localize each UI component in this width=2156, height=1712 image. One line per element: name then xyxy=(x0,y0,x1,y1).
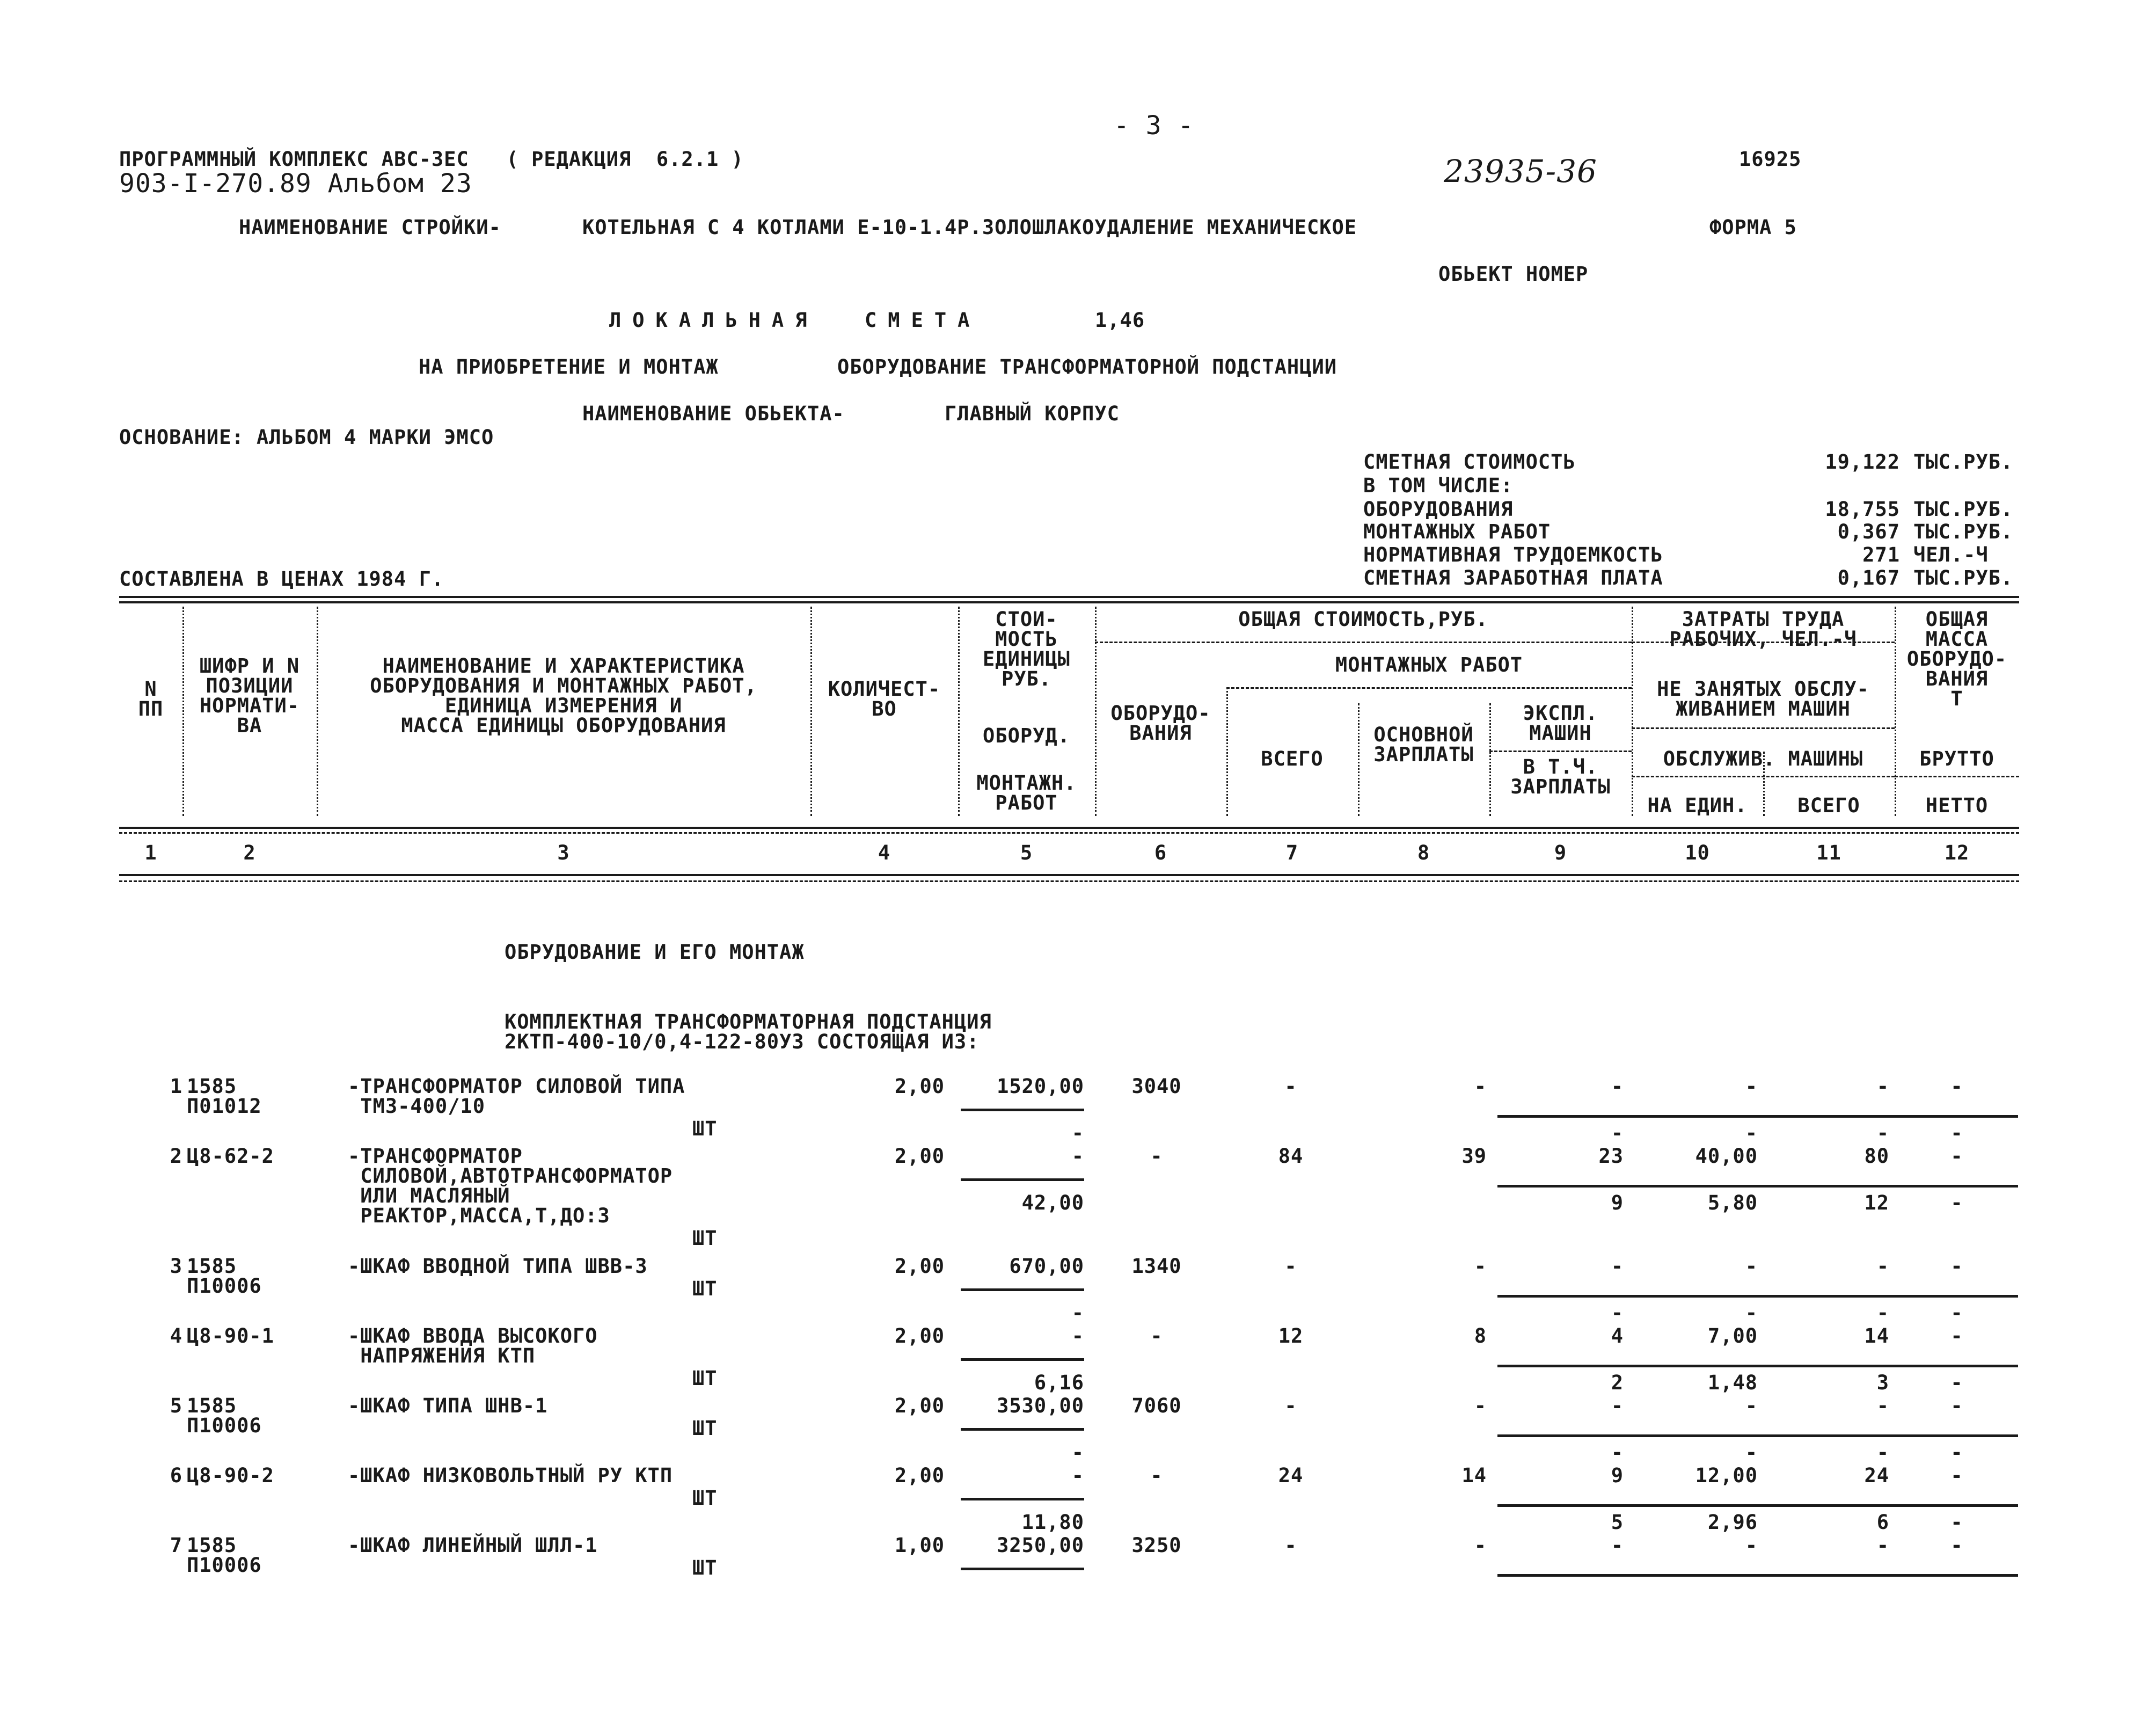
row-machine-cost: 23 xyxy=(1598,1145,1624,1168)
column-number: 11 xyxy=(1816,841,1841,864)
row-quantity: 1,00 xyxy=(894,1534,945,1557)
row-number: 3 xyxy=(170,1255,182,1278)
row-machine-labor-total: - xyxy=(1876,1301,1889,1324)
group-title: КОМПЛЕКТНАЯ ТРАНСФОРМАТОРНАЯ ПОДСТАНЦИЯ 2КТП-400-10/0,4-122-80У3 СОСТОЯЩАЯ ИЗ: xyxy=(505,1010,992,1053)
column-number: 7 xyxy=(1285,841,1299,864)
row-code: Ц8-90-2 xyxy=(187,1464,274,1487)
row-code: 1585 П10006 xyxy=(187,1534,262,1577)
summary-unit: ТЫС.РУБ. xyxy=(1913,450,2014,473)
row-labor-per-unit: 7,00 xyxy=(1707,1324,1758,1347)
row-equipment-cost: 3250 xyxy=(1131,1534,1182,1557)
row-base-wage: 39 xyxy=(1461,1145,1487,1168)
summary-unit: ТЫС.РУБ. xyxy=(1913,498,2014,521)
row-machine-labor-per-unit: 1,48 xyxy=(1707,1371,1758,1394)
row-labor-total: - xyxy=(1876,1075,1889,1098)
header-subrule xyxy=(1489,751,1632,752)
row-number: 5 xyxy=(170,1394,182,1417)
row-mass-gross: - xyxy=(1950,1464,1963,1487)
row-unit: ШТ xyxy=(692,1367,718,1390)
subject-prefix: НА ПРИОБРЕТЕНИЕ И МОНТАЖ xyxy=(419,355,719,378)
row-base-wage: - xyxy=(1474,1394,1487,1417)
row-machine-labor-total: - xyxy=(1876,1121,1889,1145)
labor-subrule xyxy=(1497,1574,2018,1577)
subject: ОБОРУДОВАНИЕ ТРАНСФОРМАТОРНОЙ ПОДСТАНЦИИ xyxy=(837,355,1338,378)
row-machine-labor-per-unit: - xyxy=(1745,1121,1758,1145)
col-header-per-unit: НА ЕДИН. xyxy=(1647,794,1748,817)
row-installation-total: - xyxy=(1284,1075,1297,1098)
summary-unit: ТЫС.РУБ. xyxy=(1913,520,2014,543)
price-subrule xyxy=(961,1428,1084,1431)
header-rule-top xyxy=(119,596,2019,598)
handwritten-number: 23935-36 xyxy=(1444,153,1597,190)
column-number: 2 xyxy=(243,841,256,864)
row-number: 7 xyxy=(170,1534,182,1557)
col-header-labor-not-machine: НЕ ЗАНЯТЫХ ОБСЛУ- ЖИВАНИЕМ МАШИН xyxy=(1657,677,1869,720)
row-machine-labor-total: 3 xyxy=(1876,1371,1889,1394)
row-machine-labor-total: - xyxy=(1876,1441,1889,1464)
summary-label: СМЕТНАЯ ЗАРАБОТНАЯ ПЛАТА xyxy=(1363,566,1663,589)
column-number: 6 xyxy=(1154,841,1167,864)
row-mass-gross: - xyxy=(1950,1075,1963,1098)
row-machine-wage: - xyxy=(1611,1121,1624,1145)
row-name: -ШКАФ ТИПА ШНВ-1 xyxy=(348,1394,548,1417)
summary-label: СМЕТНАЯ СТОИМОСТЬ xyxy=(1363,450,1576,473)
row-labor-per-unit: - xyxy=(1745,1075,1758,1098)
row-machine-wage: 9 xyxy=(1611,1191,1624,1214)
object-name: ГЛАВНЫЙ КОРПУС xyxy=(945,402,1120,425)
header-rule-top2 xyxy=(119,601,2019,603)
col-header-quantity: КОЛИЧЕСТ- ВО xyxy=(828,677,941,720)
summary-label: МОНТАЖНЫХ РАБОТ xyxy=(1363,520,1551,543)
row-labor-total: - xyxy=(1876,1394,1889,1417)
row-machine-cost: - xyxy=(1611,1394,1624,1417)
col-header-total-cost: ОБЩАЯ СТОИМОСТЬ,РУБ. xyxy=(1238,608,1488,631)
summary-unit: ТЫС.РУБ. xyxy=(1913,566,2014,589)
row-mass-net: - xyxy=(1950,1191,1963,1214)
row-unit-installation-price: - xyxy=(1071,1301,1084,1324)
row-unit-equipment-price: 3250,00 xyxy=(997,1534,1084,1557)
summary-value: 271 xyxy=(1862,543,1900,566)
column-number: 5 xyxy=(1020,841,1033,864)
row-machine-wage: 2 xyxy=(1611,1371,1624,1394)
header-rule-bottom2 xyxy=(119,880,2019,882)
price-subrule xyxy=(961,1288,1084,1291)
row-labor-total: - xyxy=(1876,1255,1889,1278)
price-subrule xyxy=(961,1109,1084,1111)
column-number: 1 xyxy=(144,841,157,864)
column-number: 12 xyxy=(1944,841,1970,864)
header-subrule xyxy=(1632,776,1895,777)
row-machine-labor-per-unit: - xyxy=(1745,1301,1758,1324)
row-code: Ц8-90-1 xyxy=(187,1324,274,1347)
row-mass-net: - xyxy=(1950,1301,1963,1324)
page-number: - 3 - xyxy=(1114,111,1194,141)
row-equipment-cost: 3040 xyxy=(1131,1075,1182,1098)
estimate-number: 1,46 xyxy=(1095,309,1145,332)
row-labor-per-unit: - xyxy=(1745,1534,1758,1557)
row-unit-installation-price: - xyxy=(1071,1121,1084,1145)
site-label: НАИМЕНОВАНИЕ СТРОЙКИ- xyxy=(239,216,501,239)
header-subrule xyxy=(1632,727,1895,729)
row-mass-gross: - xyxy=(1950,1145,1963,1168)
estimate-title: ЛОКАЛЬНАЯ СМЕТА xyxy=(609,309,981,332)
row-machine-labor-per-unit: - xyxy=(1745,1441,1758,1464)
row-unit-equipment-price: 670,00 xyxy=(1009,1255,1084,1278)
row-mass-net: - xyxy=(1950,1371,1963,1394)
row-equipment-cost: - xyxy=(1150,1464,1163,1487)
row-number: 1 xyxy=(170,1075,182,1098)
row-base-wage: - xyxy=(1474,1075,1487,1098)
col-header-labor: ЗАТРАТЫ ТРУДА РАБОЧИХ, ЧЕЛ.-Ч xyxy=(1669,608,1857,651)
header-rule-mid xyxy=(119,827,2019,829)
col-header-installation: МОНТАЖНЫХ РАБОТ xyxy=(1335,653,1523,676)
row-installation-total: 12 xyxy=(1278,1324,1304,1347)
row-base-wage: 14 xyxy=(1461,1464,1487,1487)
header-subrule xyxy=(1632,642,1895,643)
row-base-wage: - xyxy=(1474,1255,1487,1278)
row-mass-gross: - xyxy=(1950,1534,1963,1557)
row-installation-total: - xyxy=(1284,1255,1297,1278)
column-number: 8 xyxy=(1417,841,1430,864)
row-labor-total: 80 xyxy=(1864,1145,1889,1168)
column-number: 3 xyxy=(557,841,570,864)
row-name: -ШКАФ ВВОДНОЙ ТИПА ШВВ-3 xyxy=(348,1255,648,1278)
row-quantity: 2,00 xyxy=(894,1324,945,1347)
summary-label: НОРМАТИВНАЯ ТРУДОЕМКОСТЬ xyxy=(1363,543,1663,566)
row-code: 1585 П10006 xyxy=(187,1255,262,1298)
row-machine-labor-total: 12 xyxy=(1864,1191,1889,1214)
row-unit-installation-price: 6,16 xyxy=(1034,1371,1084,1394)
row-quantity: 2,00 xyxy=(894,1145,945,1168)
header-subrule xyxy=(1226,687,1632,689)
row-quantity: 2,00 xyxy=(894,1255,945,1278)
col-header-name: НАИМЕНОВАНИЕ И ХАРАКТЕРИСТИКА ОБОРУДОВАНИЯ И МОНТАЖНЫХ РАБОТ, ЕДИНИЦА ИЗМЕРЕНИЯ И МАССА ЕДИНИЦЫ ОБОРУДОВАНИЯ xyxy=(370,654,757,737)
row-unit: ШТ xyxy=(692,1117,718,1140)
row-equipment-cost: 7060 xyxy=(1131,1394,1182,1417)
basis: ОСНОВАНИЕ: АЛЬБОМ 4 МАРКИ ЭМСО xyxy=(119,426,494,449)
header-subrule xyxy=(1895,776,2019,777)
header-rule-mid2 xyxy=(119,832,2019,834)
labor-subrule xyxy=(1497,1295,2018,1298)
row-code: 1585 П10006 xyxy=(187,1394,262,1437)
col-header-labor-total: ВСЕГО xyxy=(1797,794,1860,817)
row-unit: ШТ xyxy=(692,1417,718,1440)
row-base-wage: 8 xyxy=(1474,1324,1487,1347)
summary-label: ОБОРУДОВАНИЯ xyxy=(1363,498,1514,521)
col-header-machine-wage: В Т.Ч. ЗАРПЛАТЫ xyxy=(1510,755,1611,798)
price-subrule xyxy=(961,1178,1084,1181)
row-unit: ШТ xyxy=(692,1227,718,1250)
col-header-gross: БРУТТО xyxy=(1919,747,1994,770)
header-rule-bottom xyxy=(119,874,2019,876)
row-number: 6 xyxy=(170,1464,182,1487)
row-unit-installation-price: - xyxy=(1071,1441,1084,1464)
row-quantity: 2,00 xyxy=(894,1075,945,1098)
row-machine-cost: - xyxy=(1611,1534,1624,1557)
summary-value: 19,122 xyxy=(1825,450,1900,473)
summary-unit: ЧЕЛ.-Ч xyxy=(1913,543,1989,566)
row-code: 1585 П01012 xyxy=(187,1075,262,1118)
row-name: -ШКАФ ЛИНЕЙНЫЙ ШЛЛ-1 xyxy=(348,1534,598,1557)
column-number: 4 xyxy=(878,841,891,864)
object-label: НАИМЕНОВАНИЕ ОБЬЕКТА- xyxy=(582,402,845,425)
row-equipment-cost: - xyxy=(1150,1324,1163,1347)
col-header-unit-installation: МОНТАЖН. РАБОТ xyxy=(976,771,1077,814)
row-base-wage: - xyxy=(1474,1534,1487,1557)
row-installation-total: 24 xyxy=(1278,1464,1304,1487)
row-mass-gross: - xyxy=(1950,1394,1963,1417)
row-code: Ц8-62-2 xyxy=(187,1145,274,1168)
row-unit-installation-price: 42,00 xyxy=(1021,1191,1084,1214)
row-machine-cost: 9 xyxy=(1611,1464,1624,1487)
row-unit-equipment-price: - xyxy=(1071,1145,1084,1168)
row-unit: ШТ xyxy=(692,1487,718,1510)
price-subrule xyxy=(961,1568,1084,1570)
row-name: -ТРАНСФОРМАТОР СИЛОВОЙ ТИПА ТМЗ-400/10 xyxy=(348,1075,685,1118)
col-header-code: ШИФР И N ПОЗИЦИИ НОРМАТИ- ВА xyxy=(199,654,300,737)
program-line: ПРОГРАММНЫЙ КОМПЛЕКС АВС-3ЕС ( РЕДАКЦИЯ 6.2.1 ) xyxy=(119,148,744,171)
column-number: 10 xyxy=(1685,841,1710,864)
header-subrule xyxy=(1095,642,1632,643)
row-unit-equipment-price: 1520,00 xyxy=(997,1075,1084,1098)
row-machine-wage: 5 xyxy=(1611,1511,1624,1534)
doc-code: 16925 xyxy=(1739,148,1802,171)
col-header-unit-cost: СТОИ- МОСТЬ ЕДИНИЦЫ РУБ. xyxy=(983,608,1070,690)
form-label: ФОРМА 5 xyxy=(1709,216,1797,239)
labor-subrule xyxy=(1497,1504,2018,1507)
row-unit: ШТ xyxy=(692,1556,718,1579)
row-machine-labor-per-unit: 2,96 xyxy=(1707,1511,1758,1534)
row-quantity: 2,00 xyxy=(894,1464,945,1487)
row-quantity: 2,00 xyxy=(894,1394,945,1417)
summary-label: В ТОМ ЧИСЛЕ: xyxy=(1363,474,1514,497)
row-unit-equipment-price: - xyxy=(1071,1324,1084,1347)
row-labor-total: 24 xyxy=(1864,1464,1889,1487)
row-unit: ШТ xyxy=(692,1277,718,1300)
row-mass-net: - xyxy=(1950,1121,1963,1145)
row-labor-per-unit: - xyxy=(1745,1255,1758,1278)
summary-value: 18,755 xyxy=(1825,498,1900,521)
row-installation-total: - xyxy=(1284,1394,1297,1417)
row-machine-cost: 4 xyxy=(1611,1324,1624,1347)
row-machine-labor-per-unit: 5,80 xyxy=(1707,1191,1758,1214)
col-header-net: НЕТТО xyxy=(1925,794,1989,817)
row-labor-per-unit: 40,00 xyxy=(1695,1145,1758,1168)
col-header-base-wage: ОСНОВНОЙ ЗАРПЛАТЫ xyxy=(1373,723,1474,766)
row-unit-equipment-price: 3530,00 xyxy=(997,1394,1084,1417)
price-subrule xyxy=(961,1358,1084,1361)
row-unit-installation-price: 11,80 xyxy=(1021,1511,1084,1534)
row-machine-labor-total: 6 xyxy=(1876,1511,1889,1534)
row-machine-wage: - xyxy=(1611,1301,1624,1324)
row-mass-net: - xyxy=(1950,1441,1963,1464)
col-header-total: ВСЕГО xyxy=(1261,747,1324,770)
row-machine-cost: - xyxy=(1611,1255,1624,1278)
section-title: ОБРУДОВАНИЕ И ЕГО МОНТАЖ xyxy=(505,941,805,964)
row-labor-total: - xyxy=(1876,1534,1889,1557)
price-subrule xyxy=(961,1498,1084,1500)
row-number: 2 xyxy=(170,1145,182,1168)
compiled-prices: СОСТАВЛЕНА В ЦЕНАХ 1984 Г. xyxy=(119,567,444,591)
row-labor-total: 14 xyxy=(1864,1324,1889,1347)
object-number: ОБЬЕКТ НОМЕР xyxy=(1438,263,1589,286)
labor-subrule xyxy=(1497,1185,2018,1188)
row-machine-wage: - xyxy=(1611,1441,1624,1464)
labor-subrule xyxy=(1497,1115,2018,1118)
labor-subrule xyxy=(1497,1434,2018,1437)
row-unit-equipment-price: - xyxy=(1071,1464,1084,1487)
col-header-mass: ОБЩАЯ МАССА ОБОРУДО- ВАНИЯ Т xyxy=(1906,608,2007,710)
row-machine-cost: - xyxy=(1611,1075,1624,1098)
row-name: -ШКАФ ВВОДА ВЫСОКОГО НАПРЯЖЕНИЯ КТП xyxy=(348,1324,598,1367)
col-header-equipment: ОБОРУДО- ВАНИЯ xyxy=(1110,702,1211,745)
row-labor-per-unit: - xyxy=(1745,1394,1758,1417)
row-mass-net: - xyxy=(1950,1511,1963,1534)
summary-value: 0,167 xyxy=(1837,566,1900,589)
row-labor-per-unit: 12,00 xyxy=(1695,1464,1758,1487)
album-reference: 903-I-270.89 Альбом 23 xyxy=(119,169,472,199)
row-name: -ШКАФ НИЗКОВОЛЬТНЫЙ РУ КТП xyxy=(348,1464,673,1487)
col-header-labor-machine: ОБСЛУЖИВ. МАШИНЫ xyxy=(1663,747,1863,770)
col-header-unit-equipment: ОБОРУД. xyxy=(983,724,1070,747)
site-name: КОТЕЛЬНАЯ С 4 КОТЛАМИ Е-10-1.4Р.ЗОЛОШЛАКОУДАЛЕНИЕ МЕХАНИЧЕСКОЕ xyxy=(582,216,1357,239)
summary-value: 0,367 xyxy=(1837,520,1900,543)
col-header-machines: ЭКСПЛ. МАШИН xyxy=(1523,702,1598,745)
labor-subrule xyxy=(1497,1365,2018,1367)
row-mass-gross: - xyxy=(1950,1324,1963,1347)
row-number: 4 xyxy=(170,1324,182,1347)
row-installation-total: - xyxy=(1284,1534,1297,1557)
row-mass-gross: - xyxy=(1950,1255,1963,1278)
row-installation-total: 84 xyxy=(1278,1145,1304,1168)
row-name: -ТРАНСФОРМАТОР СИЛОВОЙ,АВТОТРАНСФОРМАТОР ИЛИ МАСЛЯНЫЙ РЕАКТОР,МАССА,Т,ДО:3 xyxy=(348,1145,673,1227)
row-equipment-cost: - xyxy=(1150,1145,1163,1168)
row-equipment-cost: 1340 xyxy=(1131,1255,1182,1278)
col-header-number: N ПП xyxy=(138,677,164,720)
column-number: 9 xyxy=(1554,841,1567,864)
